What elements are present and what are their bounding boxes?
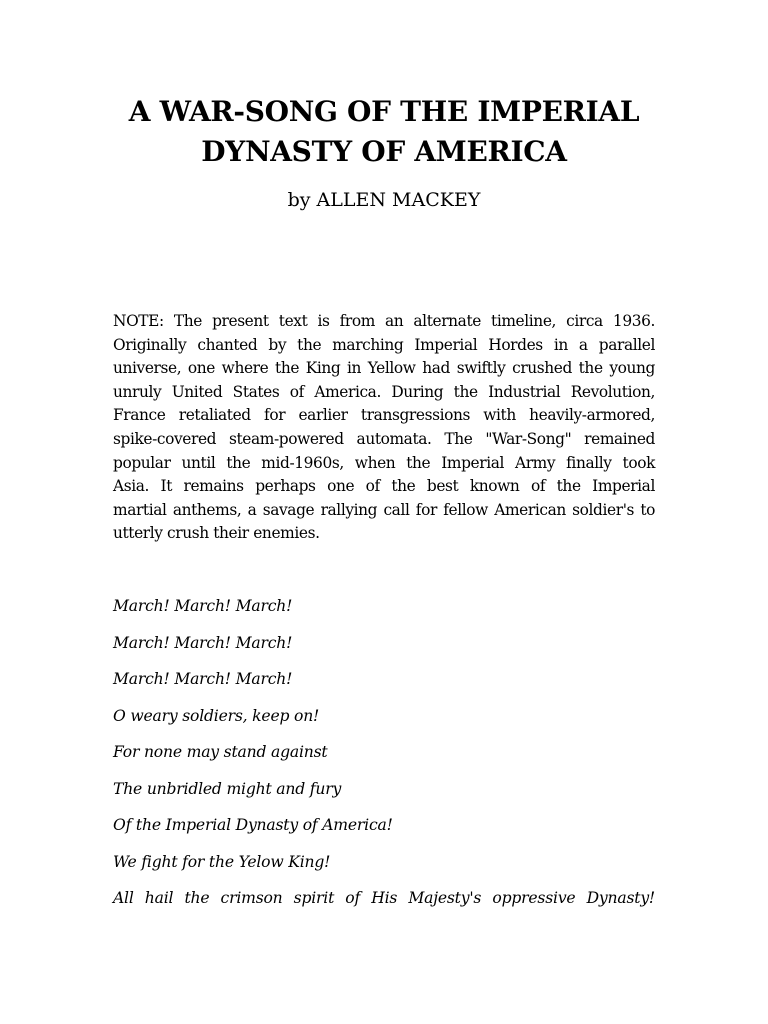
verse-line: O weary soldiers, keep on! (113, 706, 320, 725)
editorial-note (113, 310, 655, 546)
author-byline: by ALLEN MACKEY (287, 189, 481, 211)
note-line: NOTE: The present text is from an alternate timeline, circa 1936. (113, 312, 655, 330)
verse-line: Of the Imperial Dynasty of America! (113, 816, 393, 834)
verse-line: All hail the crimson spirit of His Majesty's oppressive Dynasty! (113, 889, 655, 907)
note-line: spike-covered steam-powered automata. The "War-Song" remained (113, 429, 655, 448)
note-line: Asia. It remains perhaps one of the best known of the Imperial (113, 477, 655, 496)
note-line: unruly United States of America. During the Industrial Revolution, (113, 382, 655, 401)
title-line: A WAR-SONG OF THE IMPERIAL (128, 95, 640, 128)
title-line: DYNASTY OF AMERICA (201, 135, 567, 168)
document-title (60, 92, 708, 172)
verse-line: The unbridled might and fury (113, 779, 342, 798)
note-line: popular until the mid-1960s, when the Imperial Army finally took (113, 453, 655, 472)
note-line: utterly crush their enemies. (113, 524, 320, 543)
verse-line: We fight for the Yelow King! (113, 852, 331, 871)
verse-line: For none may stand against (113, 743, 328, 761)
note-line: Originally chanted by the marching Imperial Hordes in a parallel (113, 335, 655, 354)
verse-line: March! March! March! (113, 597, 293, 615)
note-line: martial anthems, a savage rallying call for fellow American soldier's to (113, 500, 655, 519)
verse-line: March! March! March! (113, 633, 293, 652)
note-line: France retaliated for earlier transgressions with heavily-armored, (113, 406, 655, 425)
note-line: universe, one where the King in Yellow had swiftly crushed the young (113, 359, 655, 378)
verse-line: March! March! March! (113, 670, 293, 688)
song-verse (113, 592, 655, 921)
